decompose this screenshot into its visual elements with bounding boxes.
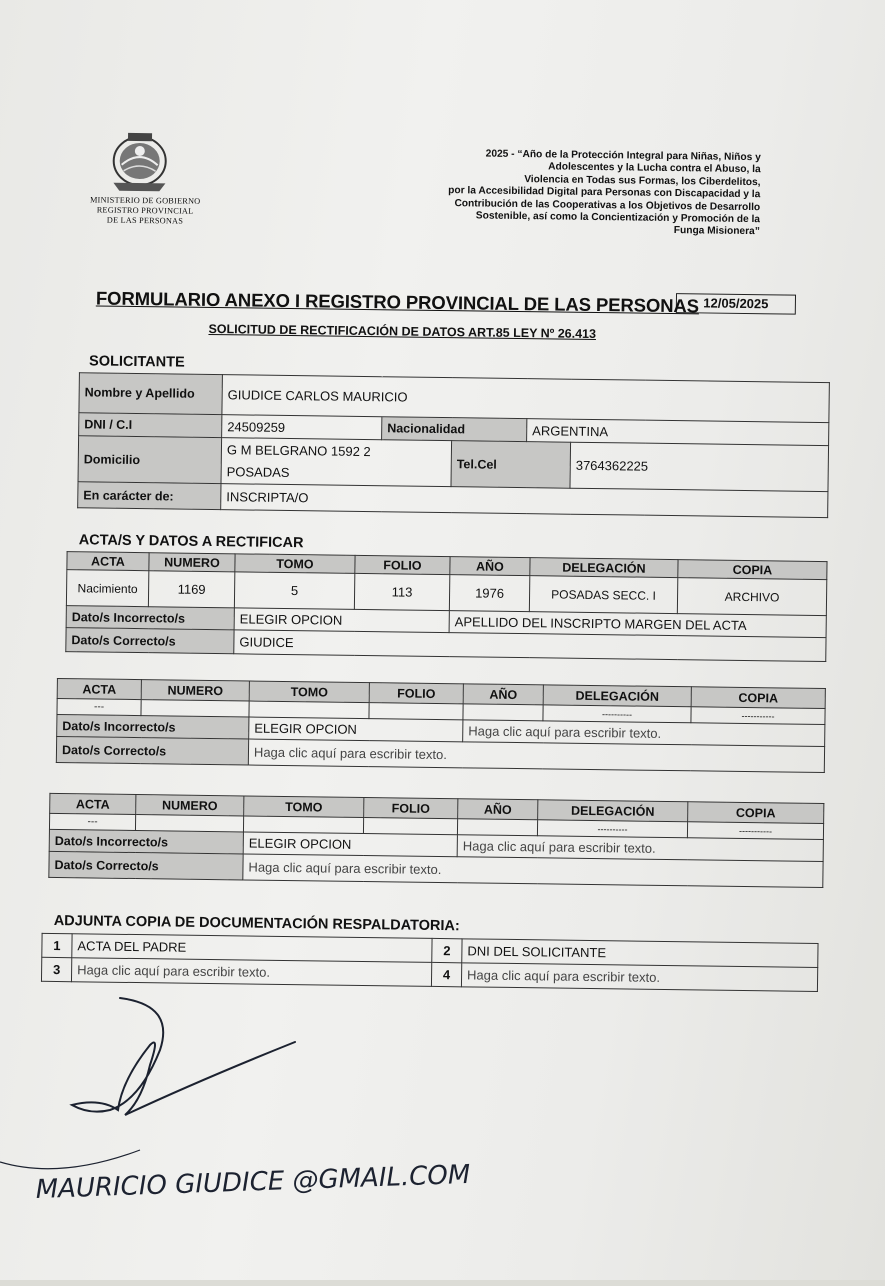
- tomo-field[interactable]: [249, 701, 369, 719]
- acta-block-2: [56, 678, 826, 773]
- correct-text-field[interactable]: GIUDICE: [234, 630, 826, 662]
- correct-label: Dato/s Correcto/s: [49, 851, 243, 880]
- attachment-field[interactable]: Haga clic aquí para escribir texto.: [71, 958, 431, 987]
- anio-field[interactable]: 1976: [449, 575, 529, 612]
- anio-field[interactable]: [463, 704, 543, 721]
- acta-type-field[interactable]: ---: [57, 698, 141, 715]
- domicilio-field[interactable]: G M BELGRANO 1592 2 POSADAS: [221, 438, 452, 487]
- folio-field[interactable]: 113: [354, 573, 449, 610]
- attachment-number: 3: [41, 957, 71, 981]
- form-subtitle: SOLICITUD DE RECTIFICACIÓN DE DATOS ART.85 LEY Nº 26.413: [208, 321, 597, 342]
- incorrect-label: Dato/s Incorrecto/s: [49, 829, 243, 854]
- header-delegacion: DELEGACIÓN: [543, 685, 691, 707]
- handwritten-email: MAURICIO GIUDICE @GMAIL.COM: [35, 1159, 471, 1205]
- incorrect-text-field[interactable]: Haga clic aquí para escribir texto.: [457, 835, 823, 862]
- provincial-emblem-icon: [103, 131, 176, 198]
- tel-field[interactable]: 3764362225: [570, 442, 829, 491]
- header-tomo: TOMO: [249, 681, 369, 703]
- numero-field[interactable]: 1169: [148, 571, 234, 608]
- tel-label: Tel.Cel: [451, 441, 571, 489]
- correct-label: Dato/s Correcto/s: [66, 628, 234, 654]
- domicilio-label: Domicilio: [78, 436, 222, 484]
- name-field[interactable]: GIUDICE CARLOS MAURICIO: [222, 375, 830, 423]
- attachment-field[interactable]: DNI DEL SOLICITANTE: [462, 939, 818, 968]
- nacionalidad-label: Nacionalidad: [382, 417, 527, 442]
- header-anio: AÑO: [450, 557, 530, 576]
- tomo-field[interactable]: 5: [234, 572, 354, 610]
- attachment-number: 2: [432, 938, 462, 962]
- name-label: Nombre y Apellido: [79, 373, 223, 415]
- correct-text-field[interactable]: Haga clic aquí para escribir texto.: [243, 854, 823, 888]
- dni-label: DNI / C.I: [79, 413, 222, 438]
- header-copia: COPIA: [678, 560, 827, 580]
- numero-field[interactable]: [141, 700, 249, 717]
- delegacion-field[interactable]: ----------: [537, 820, 687, 838]
- actas-heading: ACTA/S Y DATOS A RECTIFICAR: [78, 532, 304, 552]
- header-tomo: TOMO: [235, 554, 355, 574]
- acta-type-field[interactable]: ---: [49, 813, 135, 830]
- numero-field[interactable]: [135, 815, 243, 832]
- incorrect-option-select[interactable]: ELEGIR OPCION: [234, 608, 449, 633]
- incorrect-option-select[interactable]: ELEGIR OPCION: [243, 832, 457, 857]
- handwritten-signature: [0, 990, 885, 1250]
- correct-label: Dato/s Correcto/s: [56, 736, 248, 765]
- form-title: FORMULARIO ANEXO I REGISTRO PROVINCIAL DE LAS PERSONAS: [95, 287, 700, 317]
- header-folio: FOLIO: [369, 683, 463, 704]
- copia-field[interactable]: -----------: [691, 707, 825, 725]
- caracter-field[interactable]: INSCRIPTA/O: [221, 484, 828, 518]
- header-anio: AÑO: [463, 684, 543, 705]
- delegacion-field[interactable]: POSADAS SECC. I: [529, 576, 677, 614]
- header-delegacion: DELEGACIÓN: [530, 558, 678, 578]
- adjunta-heading: ADJUNTA COPIA DE DOCUMENTACIÓN RESPALDATORIA:: [53, 912, 460, 935]
- tomo-field[interactable]: [243, 816, 363, 834]
- incorrect-label: Dato/s Incorrecto/s: [57, 714, 249, 739]
- header-tomo: TOMO: [244, 796, 364, 818]
- header-numero: NUMERO: [149, 553, 235, 572]
- attachment-number: 4: [431, 962, 461, 986]
- adjunta-table: [41, 933, 819, 992]
- incorrect-text-field[interactable]: APELLIDO DEL INSCRIPTO MARGEN DEL ACTA: [449, 611, 826, 638]
- incorrect-option-select[interactable]: ELEGIR OPCION: [249, 717, 463, 742]
- solicitante-heading: SOLICITANTE: [88, 353, 185, 371]
- dni-field[interactable]: 24509259: [222, 415, 382, 440]
- attachment-number: 1: [42, 933, 72, 957]
- header-copia: COPIA: [688, 802, 824, 824]
- header-folio: FOLIO: [355, 555, 450, 574]
- incorrect-text-field[interactable]: Haga clic aquí para escribir texto.: [463, 720, 825, 747]
- header-acta: ACTA: [57, 678, 141, 699]
- copia-field[interactable]: ARCHIVO: [677, 578, 826, 616]
- header-copia: COPIA: [691, 687, 825, 709]
- header-anio: AÑO: [458, 799, 538, 820]
- date-field[interactable]: 12/05/2025: [676, 293, 796, 315]
- nacionalidad-field[interactable]: ARGENTINA: [527, 419, 829, 446]
- incorrect-label: Dato/s Incorrecto/s: [66, 606, 234, 630]
- acta-block-3: [48, 793, 824, 888]
- folio-field[interactable]: [363, 818, 457, 835]
- attachment-field[interactable]: Haga clic aquí para escribir texto.: [461, 963, 817, 992]
- attachment-field[interactable]: ACTA DEL PADRE: [72, 934, 432, 963]
- acta-block-1: [65, 551, 827, 662]
- header-numero: NUMERO: [136, 795, 244, 816]
- year-motto: 2025 - “Año de la Protección Integral para Niñas, Niños y Adolescentes y la Lucha contra el Abuso, la Violencia en Todas sus Formas, los Ciberdelitos, por la Accesibilidad Digital para Personas con Discapacidad y la Contribución de las Cooperativas a los Objetivos de Desarrollo Sostenible, así como la Concientización y Promoción de la Funga Misionera”: [448, 148, 761, 238]
- caracter-label: En carácter de:: [78, 482, 221, 510]
- copia-field[interactable]: -----------: [687, 822, 823, 840]
- ministry-name: MINISTERIO DE GOBIERNO REGISTRO PROVINCIAL DE LAS PERSONAS: [89, 195, 201, 226]
- header-delegacion: DELEGACIÓN: [538, 800, 688, 822]
- header-acta: ACTA: [50, 793, 136, 814]
- header-numero: NUMERO: [141, 680, 249, 701]
- header-acta: ACTA: [67, 552, 149, 571]
- correct-text-field[interactable]: Haga clic aquí para escribir texto.: [248, 739, 824, 773]
- folio-field[interactable]: [369, 703, 463, 720]
- acta-type-field[interactable]: Nacimiento: [66, 570, 148, 607]
- anio-field[interactable]: [457, 819, 537, 836]
- delegacion-field[interactable]: ----------: [543, 705, 691, 723]
- solicitante-table: [77, 372, 830, 518]
- header-folio: FOLIO: [364, 798, 458, 819]
